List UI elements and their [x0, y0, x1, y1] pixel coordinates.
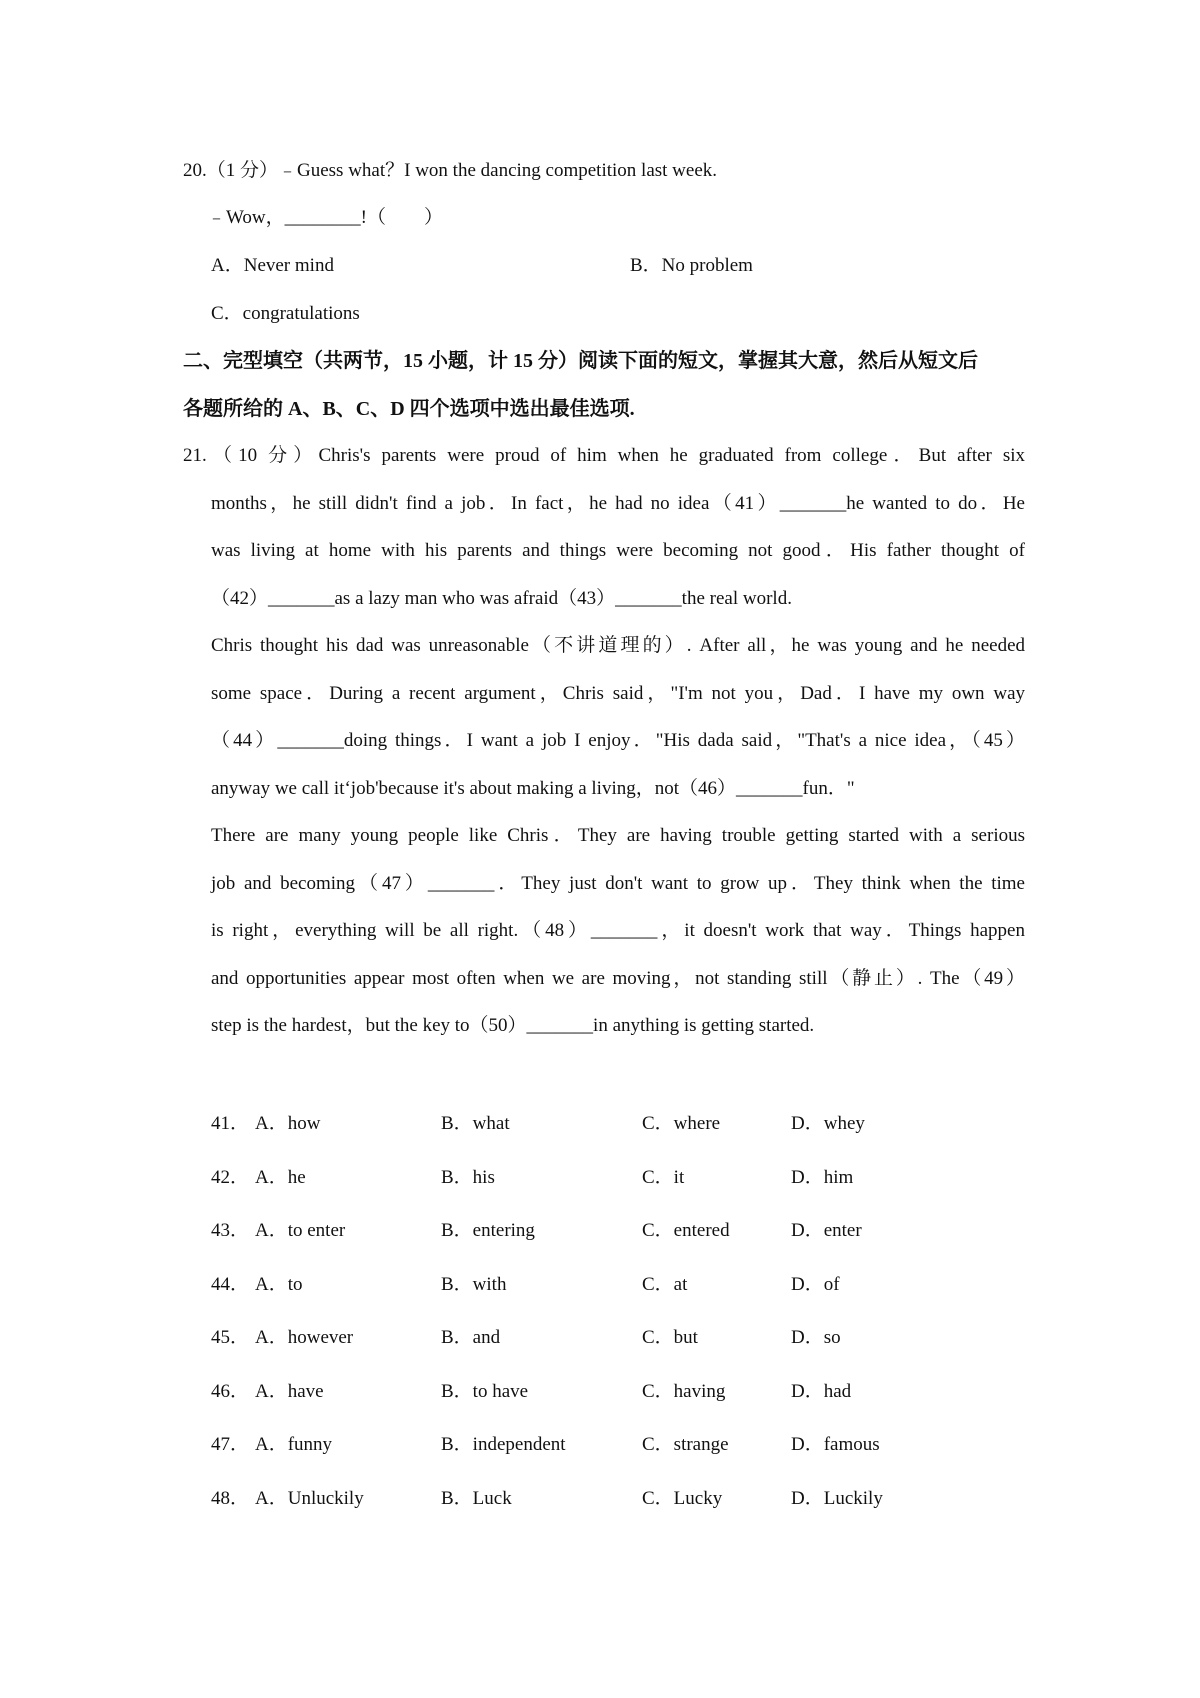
q21-passage-line: job and becoming（47）_______．They just don't want to grow up．They think when the time: [211, 873, 1025, 894]
choice-option-b: B．his: [441, 1167, 495, 1188]
choice-option-b: B．entering: [441, 1220, 535, 1241]
choice-option-b: B．and: [441, 1327, 501, 1348]
q21-passage-line: （42）_______as a lazy man who was afraid（43）_______the real world.: [211, 588, 792, 609]
q20-option-b: B．No problem: [630, 255, 753, 276]
choice-option-a: A．Unluckily: [255, 1488, 364, 1509]
choice-number: 48．: [211, 1488, 250, 1509]
choice-option-a: A．however: [255, 1327, 354, 1348]
q21-passage-line: and opportunities appear most often when we are moving，not standing still（静止）. The（49）: [211, 968, 1025, 989]
q21-passage-line: months，he still didn't find a job．In fact，he had no idea（41）_______he wanted to do．He: [211, 493, 1025, 514]
q20-option-a: A．Never mind: [211, 255, 334, 276]
choice-option-d: D．him: [791, 1167, 854, 1188]
choice-number: 44．: [211, 1274, 250, 1295]
choice-option-c: C．Lucky: [642, 1488, 723, 1509]
choice-option-d: D．of: [791, 1274, 840, 1295]
section2-heading-line1: 二、完型填空（共两节，15 小题，计 15 分）阅读下面的短文，掌握其大意，然后从短文后: [183, 350, 978, 372]
q21-passage-line: step is the hardest，but the key to（50）_______in anything is getting started.: [211, 1015, 815, 1036]
choice-option-c: C．strange: [642, 1434, 729, 1455]
choice-option-c: C．at: [642, 1274, 688, 1295]
q20-option-c: C．congratulations: [211, 303, 360, 324]
q21-passage-line: （44）_______doing things．I want a job I enjoy．"His dada said，"That's a nice idea，（45）: [211, 730, 1025, 751]
choice-option-a: A．he: [255, 1167, 306, 1188]
choice-option-a: A．to: [255, 1274, 303, 1295]
choice-number: 43．: [211, 1220, 250, 1241]
choice-option-c: C．where: [642, 1113, 721, 1134]
choice-option-b: B．what: [441, 1113, 510, 1134]
q21-passage-line: 21.（10 分）Chris's parents were proud of him when he graduated from college．But after six: [183, 445, 1025, 466]
choice-option-d: D．famous: [791, 1434, 880, 1455]
choice-number: 42．: [211, 1167, 250, 1188]
choice-option-a: A．funny: [255, 1434, 333, 1455]
q20-stem: 20.（1 分）﹣Guess what？I won the dancing competition last week.: [183, 160, 718, 181]
q21-passage-line: Chris thought his dad was unreasonable（不讲道理的）. After all，he was young and he needed: [211, 635, 1025, 656]
choice-option-c: C．but: [642, 1327, 698, 1348]
choice-option-d: D．enter: [791, 1220, 862, 1241]
section2-heading-line2: 各题所给的 A、B、C、D 四个选项中选出最佳选项.: [183, 398, 635, 420]
q21-passage-line: anyway we call it‘job'because it's about making a living，not（46）_______fun．": [211, 778, 855, 799]
choice-number: 41．: [211, 1113, 250, 1134]
choice-number: 47．: [211, 1434, 250, 1455]
choice-option-b: B．to have: [441, 1381, 529, 1402]
q20-reply: ﹣Wow，________!（ ）: [207, 207, 443, 228]
choice-option-a: A．how: [255, 1113, 321, 1134]
q21-passage-line: There are many young people like Chris．They are having trouble getting started with a serious: [211, 825, 1025, 846]
choice-number: 46．: [211, 1381, 250, 1402]
choice-option-d: D．so: [791, 1327, 841, 1348]
choice-option-b: B．with: [441, 1274, 507, 1295]
choice-option-d: D．whey: [791, 1113, 865, 1134]
q21-passage-line: some space．During a recent argument，Chris said，"I'm not you，Dad．I have my own way: [211, 683, 1025, 704]
choice-option-a: A．to enter: [255, 1220, 346, 1241]
choice-option-b: B．Luck: [441, 1488, 512, 1509]
choice-option-c: C．entered: [642, 1220, 730, 1241]
choice-option-d: D．had: [791, 1381, 852, 1402]
choice-number: 45．: [211, 1327, 250, 1348]
choice-option-b: B．independent: [441, 1434, 566, 1455]
choice-option-a: A．have: [255, 1381, 324, 1402]
choice-option-d: D．Luckily: [791, 1488, 883, 1509]
choice-option-c: C．having: [642, 1381, 726, 1402]
q21-passage-line: was living at home with his parents and things were becoming not good．His father thought of: [211, 540, 1025, 561]
choice-option-c: C．it: [642, 1167, 685, 1188]
q21-passage-line: is right，everything will be all right.（48）_______，it doesn't work that way．Things happen: [211, 920, 1025, 941]
